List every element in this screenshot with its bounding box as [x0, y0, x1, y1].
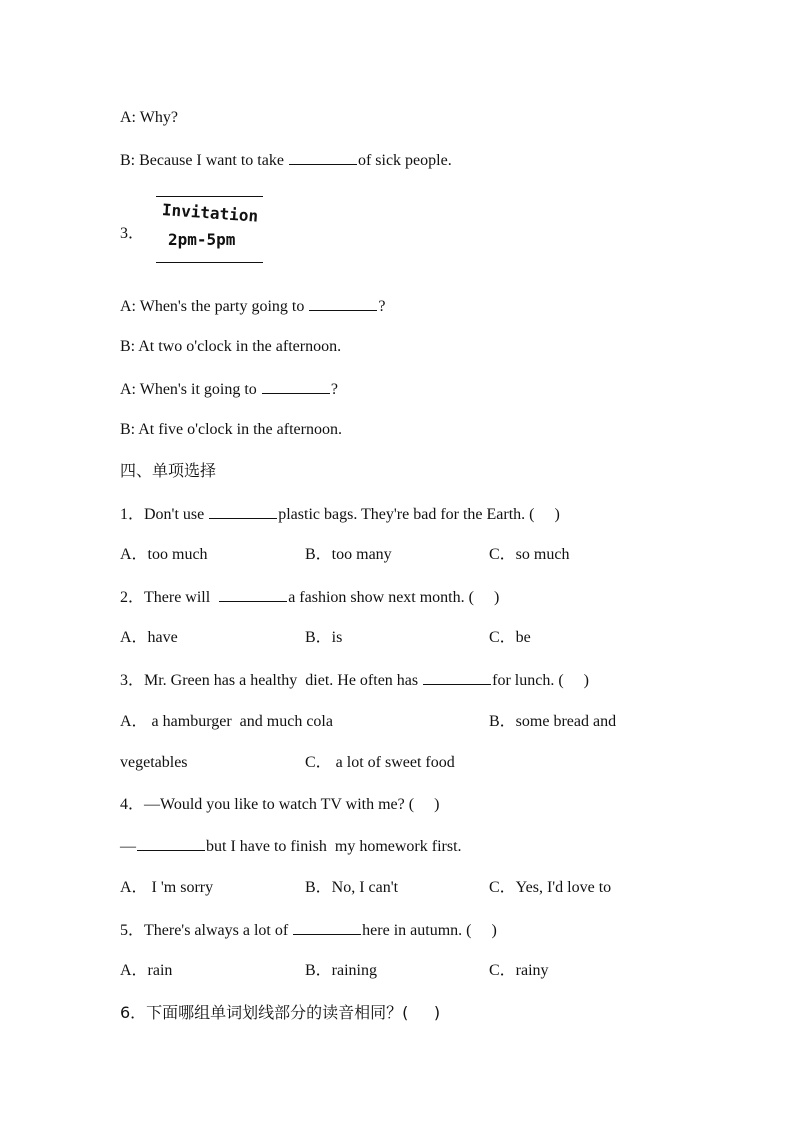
- q3-line-3-post: ?: [330, 381, 338, 398]
- answer-blank: [423, 670, 491, 685]
- item-2-pre: 2．There will: [120, 589, 219, 606]
- card-word: Invitation: [161, 200, 259, 226]
- card-bottom-rule: [156, 262, 263, 263]
- item-5-option-a[interactable]: A．rain: [120, 962, 173, 979]
- item-5-post: here in autumn. ( ): [362, 922, 497, 939]
- item-3-option-c[interactable]: C． a lot of sweet food: [305, 754, 455, 771]
- section-title: 四、单项选择: [120, 461, 217, 480]
- item-1-pre: 1．Don't use: [120, 506, 209, 523]
- card-time: 2pm-5pm: [168, 230, 236, 249]
- item-2-option-c[interactable]: C．be: [489, 629, 531, 646]
- prev-line-a: A: Why?: [120, 109, 178, 126]
- q3-line-1-pre: A: When's the party going to: [120, 298, 309, 315]
- item-4-post: but I have to finish my homework first.: [206, 838, 462, 855]
- answer-blank: [289, 150, 357, 165]
- prev-line-b-pre: B: Because I want to take: [120, 152, 288, 169]
- answer-blank: [219, 587, 287, 602]
- item-2-option-a[interactable]: A．have: [120, 629, 178, 646]
- item-1-option-a[interactable]: A．too much: [120, 546, 208, 563]
- item-3-option-a[interactable]: A． a hamburger and much cola: [120, 713, 333, 730]
- item-4-option-c[interactable]: C．Yes, I'd love to: [489, 879, 612, 896]
- item-2-option-b[interactable]: B．is: [305, 629, 343, 646]
- answer-blank: [209, 504, 277, 519]
- answer-blank: [309, 296, 377, 311]
- item-5-option-c[interactable]: C．rainy: [489, 962, 549, 979]
- card-top-rule: [156, 196, 263, 197]
- q3-line-1-post: ?: [378, 298, 386, 315]
- item-4-option-a[interactable]: A． I 'm sorry: [120, 879, 214, 896]
- answer-blank: [293, 920, 361, 935]
- q3-line-4: B: At five o'clock in the afternoon.: [120, 421, 342, 438]
- item-1-option-c[interactable]: C．so much: [489, 546, 570, 563]
- item-1-post: plastic bags. They're bad for the Earth. ( ): [278, 506, 560, 523]
- item-4-response: [120, 836, 462, 857]
- item-5-option-b[interactable]: B．raining: [305, 962, 377, 979]
- item-4-pre: —: [120, 838, 136, 855]
- answer-blank: [262, 379, 330, 394]
- q3-line-1: [120, 296, 385, 317]
- prev-line-b: [120, 150, 452, 171]
- question-3-number: 3．: [120, 225, 145, 242]
- answer-blank: [137, 836, 205, 851]
- item-2-post: a fashion show next month. ( ): [288, 589, 500, 606]
- item-3-post: for lunch. ( ): [492, 672, 589, 689]
- item-1-question: [120, 504, 560, 525]
- item-3-question: [120, 670, 589, 691]
- q3-line-3: [120, 379, 338, 400]
- item-3-pre: 3．Mr. Green has a healthy diet. He often has: [120, 672, 423, 689]
- item-1-option-b[interactable]: B．too many: [305, 546, 392, 563]
- q3-line-2: B: At two o'clock in the afternoon.: [120, 338, 342, 355]
- q3-line-3-pre: A: When's it going to: [120, 381, 261, 398]
- item-4-option-b[interactable]: B．No, I can't: [305, 879, 399, 896]
- item-2-question: [120, 587, 499, 608]
- item-4-question: 4．—Would you like to watch TV with me? ( ): [120, 796, 440, 813]
- item-6-question: 6．下面哪组单词划线部分的读音相同？( ): [120, 1003, 441, 1022]
- item-3-option-b-continued[interactable]: vegetables: [120, 754, 188, 771]
- item-5-question: [120, 920, 497, 941]
- prev-line-b-post: of sick people.: [357, 152, 452, 169]
- item-3-option-b[interactable]: B．some bread and: [489, 713, 617, 730]
- invitation-card: [156, 194, 263, 266]
- item-5-pre: 5．There's always a lot of: [120, 922, 293, 939]
